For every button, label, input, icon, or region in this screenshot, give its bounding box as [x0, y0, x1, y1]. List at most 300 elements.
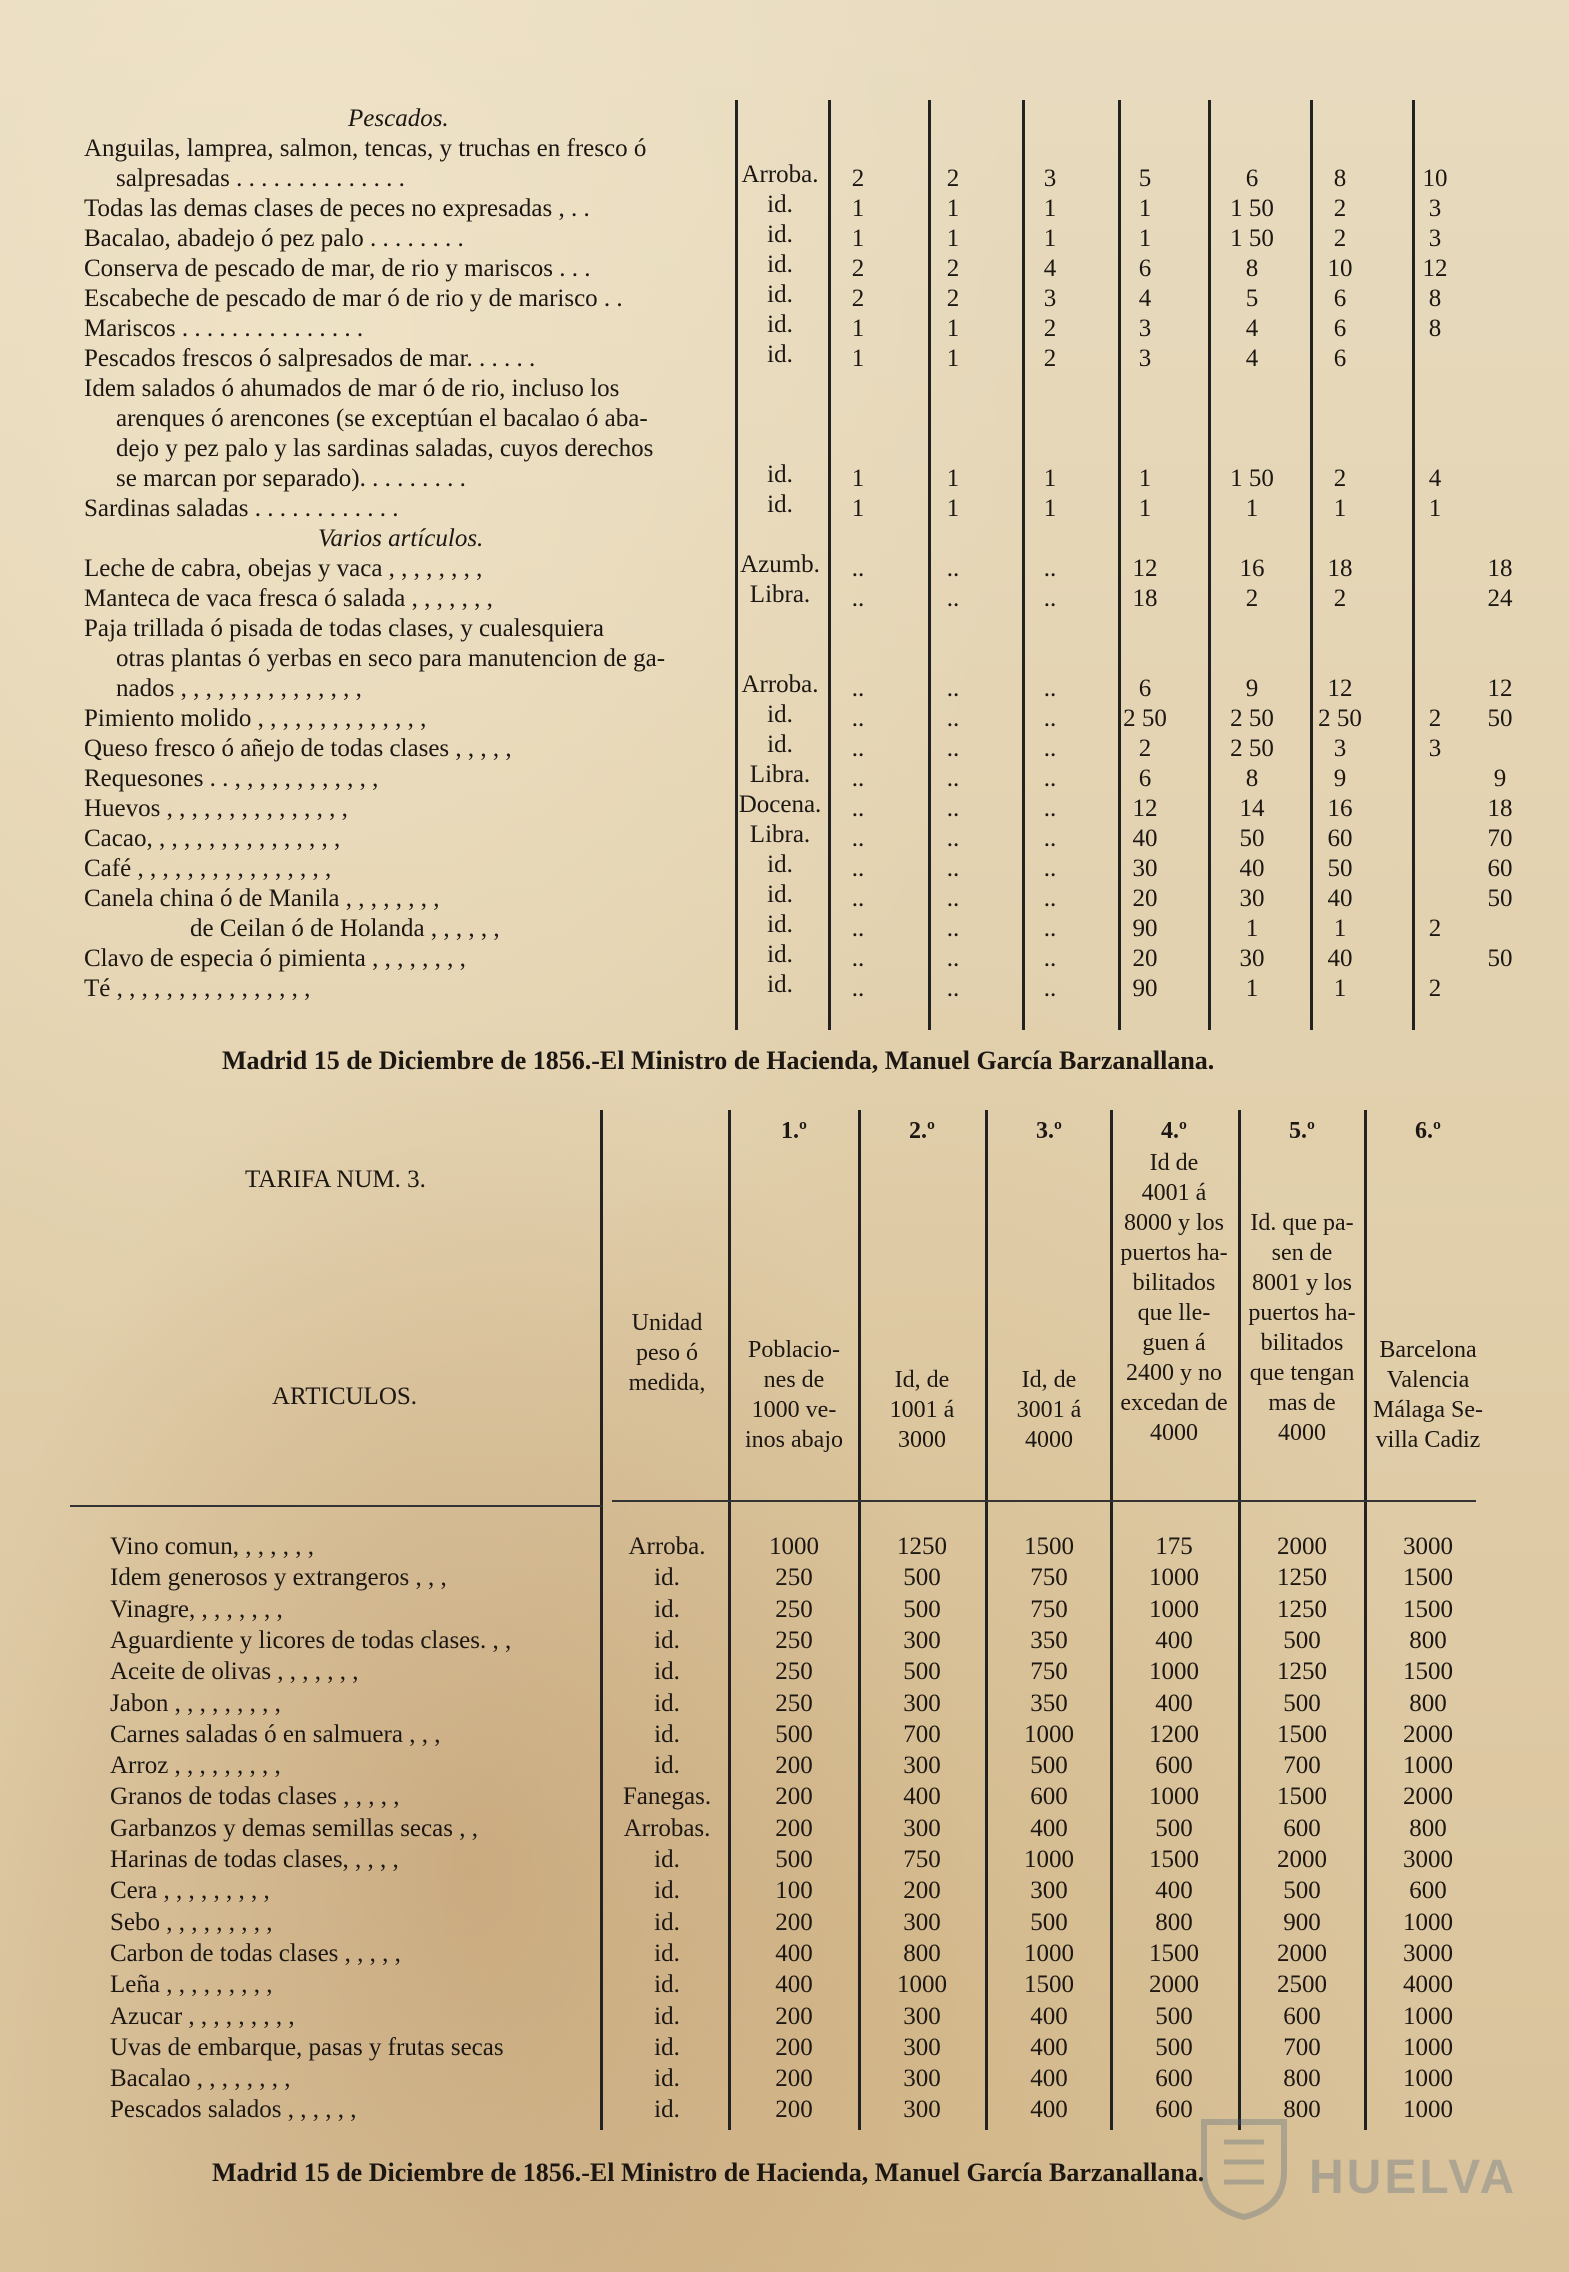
item-unit: Libra. [749, 581, 811, 608]
tariff-value: 6 [1333, 285, 1347, 312]
tariff-value: 3 [1138, 315, 1152, 342]
tariff-value: 1 50 [1230, 225, 1274, 252]
table-3-footer: Madrid 15 de Diciembre de 1856.-El Ministro de Hacienda, Manuel García Barzanallana. [212, 2158, 1205, 2187]
tariff-value: 4 [1428, 465, 1442, 492]
tariff-value: .. [1043, 855, 1057, 882]
tariff-value: 2 [946, 255, 960, 282]
column-header: Id, de 3001 á 4000 [1016, 1367, 1082, 1453]
table-3-column-rule [600, 1110, 603, 2130]
item-description: Canela china ó de Manila , , , , , , , , [84, 885, 440, 912]
tariff-value: 4 [1043, 255, 1057, 282]
tariff-value: 400 [1155, 1690, 1193, 1717]
article-unit: Fanegas. [622, 1783, 712, 1810]
tariff-value: 24 [1487, 585, 1513, 612]
item-unit: id. [767, 971, 793, 998]
item-description: Queso fresco ó añejo de todas clases , , , , , [84, 735, 512, 762]
tariff-value: 400 [1030, 2003, 1068, 2030]
tariff-value: 300 [903, 1815, 941, 1842]
article-unit: id. [654, 1846, 680, 1873]
table-3-header-rule [70, 1505, 602, 1507]
section-title: Varios artículos. [318, 525, 484, 552]
tariff-value: 2000 [1277, 1940, 1327, 1967]
tariff-value: 250 [775, 1690, 813, 1717]
tariff-value: 1000 [1403, 2003, 1453, 2030]
item-unit: Arroba. [741, 161, 819, 188]
item-description: se marcan por separado). . . . . . . . . [116, 465, 466, 492]
tariff-value: 1 [1245, 915, 1259, 942]
tariff-value: 350 [1030, 1690, 1068, 1717]
tariff-value: 12 [1422, 255, 1448, 282]
tariff-value: 3 [1138, 345, 1152, 372]
table-3-title: TARIFA NUM. 3. [245, 1166, 426, 1193]
tariff-value: 1 [1333, 975, 1347, 1002]
tariff-value: 10 [1327, 255, 1353, 282]
tariff-value: 1 [851, 195, 865, 222]
tariff-value: 50 [1327, 855, 1353, 882]
column-header: Id. que pa- sen de 8001 y los puertos ha- bilitados que tengan mas de 4000 [1248, 1210, 1356, 1446]
item-description: Sardinas saladas . . . . . . . . . . . . [84, 495, 399, 522]
tariff-value: 3000 [1403, 1940, 1453, 1967]
tariff-value: .. [1043, 975, 1057, 1002]
tariff-value: 2 [851, 165, 865, 192]
tariff-value: .. [851, 885, 865, 912]
tariff-value: 90 [1132, 915, 1158, 942]
tariff-value: 1 [851, 345, 865, 372]
tariff-value: 18 [1132, 585, 1158, 612]
item-unit: id. [767, 221, 793, 248]
column-number: 1.º [781, 1118, 807, 1144]
tariff-value: 1 [1043, 225, 1057, 252]
tariff-value: .. [946, 585, 960, 612]
article-name: Aceite de olivas , , , , , , , [110, 1658, 359, 1685]
tariff-value: 1500 [1403, 1564, 1453, 1591]
tariff-value: 200 [775, 2034, 813, 2061]
tariff-value: 1000 [1403, 2065, 1453, 2092]
archive-stamp [1189, 2102, 1518, 2232]
tariff-value: 6 [1138, 255, 1152, 282]
tariff-value: 800 [903, 1940, 941, 1967]
tariff-value: 350 [1030, 1627, 1068, 1654]
tariff-value: 4 [1138, 285, 1152, 312]
tariff-value: .. [1043, 915, 1057, 942]
tariff-value: 2 [946, 285, 960, 312]
tariff-value: 500 [1155, 2003, 1193, 2030]
tariff-value: 200 [903, 1877, 941, 1904]
tariff-value: 2 [1333, 465, 1347, 492]
tariff-value: 1 [946, 345, 960, 372]
tariff-value: 500 [1283, 1877, 1321, 1904]
tariff-value: 2 [1138, 735, 1152, 762]
tariff-value: 3000 [1403, 1533, 1453, 1560]
tariff-value: 1000 [769, 1533, 819, 1560]
tariff-value: 750 [1030, 1564, 1068, 1591]
item-unit: id. [767, 311, 793, 338]
tariff-value: 3000 [1403, 1846, 1453, 1873]
item-description: Mariscos . . . . . . . . . . . . . . . [84, 315, 364, 342]
item-description: Cacao, , , , , , , , , , , , , , , , [84, 825, 341, 852]
unit-header: Unidad peso ó medida, [628, 1310, 706, 1396]
tariff-value: 300 [903, 1627, 941, 1654]
tariff-value: 300 [1030, 1877, 1068, 1904]
tariff-value: 16 [1327, 795, 1353, 822]
article-unit: id. [654, 1721, 680, 1748]
article-unit: id. [654, 1971, 680, 1998]
column-number: 3.º [1036, 1118, 1062, 1144]
tariff-value: 250 [775, 1596, 813, 1623]
tariff-value: 500 [1030, 1909, 1068, 1936]
tariff-value: 700 [1283, 1752, 1321, 1779]
item-description: arenques ó arencones (se exceptúan el bacalao ó aba- [116, 405, 648, 432]
article-name: Arroz , , , , , , , , , [110, 1752, 281, 1779]
tariff-value: .. [851, 915, 865, 942]
article-unit: id. [654, 1690, 680, 1717]
item-unit: id. [767, 281, 793, 308]
tariff-value: .. [946, 675, 960, 702]
tariff-value: 800 [1283, 2096, 1321, 2123]
tariff-value: 300 [903, 1909, 941, 1936]
tariff-value: 400 [903, 1783, 941, 1810]
tariff-value: 200 [775, 1783, 813, 1810]
tariff-value: 12 [1132, 795, 1158, 822]
article-unit: Arrobas. [623, 1815, 711, 1842]
tariff-value: 50 [1487, 945, 1513, 972]
table-1-column-rule [1208, 100, 1211, 1030]
tariff-value: 500 [1030, 1752, 1068, 1779]
tariff-value: 1500 [1403, 1658, 1453, 1685]
article-unit: id. [654, 1658, 680, 1685]
tariff-value: 14 [1239, 795, 1265, 822]
tariff-value: 250 [775, 1658, 813, 1685]
article-name: Carbon de todas clases , , , , , [110, 1940, 401, 1967]
tariff-value: 1500 [1149, 1846, 1199, 1873]
item-description: Pimiento molido , , , , , , , , , , , , , , [84, 705, 427, 732]
tariff-value: 1 [1138, 225, 1152, 252]
tariff-value: 600 [1283, 2003, 1321, 2030]
tariff-value: 12 [1327, 675, 1353, 702]
article-unit: id. [654, 2096, 680, 2123]
tariff-value: 1 50 [1230, 195, 1274, 222]
item-description: Leche de cabra, obejas y vaca , , , , , , , , [84, 555, 483, 582]
tariff-value: 8 [1245, 255, 1259, 282]
tariff-value: .. [946, 885, 960, 912]
tariff-value: 2 [1043, 345, 1057, 372]
item-unit: Docena. [738, 791, 822, 818]
table-3-column-rule [858, 1110, 861, 2130]
tariff-value: 600 [1155, 2065, 1193, 2092]
tariff-value: .. [851, 675, 865, 702]
item-description: otras plantas ó yerbas en seco para manutencion de ga- [116, 645, 666, 672]
tariff-value: .. [946, 555, 960, 582]
tariff-value: 600 [1155, 2096, 1193, 2123]
tariff-value: 500 [1155, 1815, 1193, 1842]
tariff-value: 250 [775, 1627, 813, 1654]
tariff-value: .. [851, 585, 865, 612]
tariff-value: 500 [775, 1721, 813, 1748]
tariff-value: 1000 [1403, 1909, 1453, 1936]
article-name: Carnes saladas ó en salmuera , , , [110, 1721, 441, 1748]
item-description: Huevos , , , , , , , , , , , , , , , [84, 795, 348, 822]
tariff-value: .. [851, 825, 865, 852]
column-header: Poblacio- nes de 1000 ve- inos abajo [745, 1337, 843, 1453]
tariff-value: 3 [1043, 285, 1057, 312]
tariff-value: .. [1043, 555, 1057, 582]
tariff-value: .. [946, 735, 960, 762]
table-3-column-rule [985, 1110, 988, 2130]
tariff-value: 200 [775, 2065, 813, 2092]
tariff-value: 100 [775, 1877, 813, 1904]
article-unit: id. [654, 1752, 680, 1779]
tariff-value: 1 [1333, 495, 1347, 522]
tariff-value: 8 [1428, 285, 1442, 312]
tariff-value: 1500 [1403, 1596, 1453, 1623]
tariff-value: 1000 [1024, 1846, 1074, 1873]
tariff-value: 500 [1283, 1627, 1321, 1654]
tariff-value: 300 [903, 2096, 941, 2123]
item-unit: Arroba. [741, 671, 819, 698]
tariff-value: 60 [1487, 855, 1513, 882]
item-description: Pescados frescos ó salpresados de mar. . . . . . [84, 345, 536, 372]
tariff-value: 750 [1030, 1596, 1068, 1623]
article-name: Uvas de embarque, pasas y frutas secas [110, 2034, 504, 2061]
item-description: Manteca de vaca fresca ó salada , , , , , , , [84, 585, 493, 612]
item-description: Anguilas, lamprea, salmon, tencas, y truchas en fresco ó [84, 135, 647, 162]
item-unit: id. [767, 341, 793, 368]
item-description: salpresadas . . . . . . . . . . . . . . [116, 165, 405, 192]
tariff-value: 1000 [1149, 1658, 1199, 1685]
article-unit: id. [654, 2034, 680, 2061]
tariff-value: 1000 [897, 1971, 947, 1998]
tariff-value: .. [1043, 825, 1057, 852]
tariff-value: 2 [1333, 225, 1347, 252]
tariff-value: 1500 [1277, 1783, 1327, 1810]
tariff-value: 6 [1138, 675, 1152, 702]
tariff-value: 18 [1327, 555, 1353, 582]
tariff-value: 1 [1043, 195, 1057, 222]
tariff-value: 1 [1138, 465, 1152, 492]
tariff-value: 5 [1245, 285, 1259, 312]
tariff-value: 1 [946, 225, 960, 252]
article-unit: id. [654, 1596, 680, 1623]
tariff-value: 1 [851, 315, 865, 342]
tariff-value: 5 [1138, 165, 1152, 192]
tariff-value: .. [851, 735, 865, 762]
tariff-value: 1500 [1024, 1533, 1074, 1560]
tariff-value: 3 [1428, 225, 1442, 252]
tariff-value: 400 [1030, 2034, 1068, 2061]
tariff-value: 1 [1138, 195, 1152, 222]
tariff-value: 2 [1043, 315, 1057, 342]
tariff-value: 3 [1043, 165, 1057, 192]
tariff-value: 2000 [1277, 1846, 1327, 1873]
item-description: de Ceilan ó de Holanda , , , , , , [190, 915, 500, 942]
tariff-value: 2 50 [1230, 735, 1274, 762]
tariff-value: 1250 [1277, 1658, 1327, 1685]
tariff-value: 18 [1487, 795, 1513, 822]
article-name: Garbanzos y demas semillas secas , , [110, 1815, 478, 1842]
tariff-value: .. [1043, 945, 1057, 972]
tariff-value: 1000 [1024, 1721, 1074, 1748]
tariff-value: 500 [775, 1846, 813, 1873]
tariff-value: 1000 [1149, 1783, 1199, 1810]
tariff-value: .. [851, 705, 865, 732]
tariff-value: .. [946, 705, 960, 732]
tariff-value: 2 [1428, 975, 1442, 1002]
table-3-column-rule [728, 1110, 731, 2130]
column-number: 4.º [1161, 1118, 1187, 1144]
tariff-value: 500 [903, 1658, 941, 1685]
article-name: Aguardiente y licores de todas clases. , , [110, 1627, 512, 1654]
tariff-value: .. [946, 915, 960, 942]
item-unit: id. [767, 941, 793, 968]
tariff-value: 1500 [1149, 1940, 1199, 1967]
tariff-value: 300 [903, 1752, 941, 1779]
tariff-value: 1250 [1277, 1564, 1327, 1591]
item-unit: id. [767, 701, 793, 728]
tariff-value: .. [946, 765, 960, 792]
tariff-value: 50 [1239, 825, 1265, 852]
article-name: Vinagre, , , , , , , , [110, 1596, 283, 1623]
tariff-value: 1 [946, 195, 960, 222]
tariff-value: 8 [1428, 315, 1442, 342]
tariff-value: 1250 [1277, 1596, 1327, 1623]
tariff-value: 50 [1487, 885, 1513, 912]
tariff-value: 600 [1409, 1877, 1447, 1904]
tariff-value: 800 [1283, 2065, 1321, 2092]
tariff-value: 16 [1239, 555, 1265, 582]
tariff-value: 1000 [1403, 1752, 1453, 1779]
tariff-value: 60 [1327, 825, 1353, 852]
tariff-value: .. [1043, 735, 1057, 762]
column-header: Id de 4001 á 8000 y los puertos ha- bilitados que lle- guen á 2400 y no excedan de 4000 [1120, 1150, 1228, 1446]
stamp-text: HUELVA [1309, 2151, 1518, 2204]
tariff-value: 800 [1155, 1909, 1193, 1936]
column-number: 5.º [1289, 1118, 1315, 1144]
tariff-value: .. [851, 855, 865, 882]
item-description: Bacalao, abadejo ó pez palo . . . . . . . . [84, 225, 464, 252]
item-description: Conserva de pescado de mar, de rio y mariscos . . . [84, 255, 591, 282]
tariff-value: 30 [1132, 855, 1158, 882]
tariff-value: 2 [1428, 915, 1442, 942]
tariff-value: 1000 [1149, 1564, 1199, 1591]
tariff-value: 200 [775, 2096, 813, 2123]
tariff-value: 30 [1239, 885, 1265, 912]
article-name: Sebo , , , , , , , , , [110, 1909, 273, 1936]
article-unit: id. [654, 1877, 680, 1904]
column-number: 6.º [1415, 1118, 1441, 1144]
tariff-value: 40 [1132, 825, 1158, 852]
tariff-value: 3 [1428, 735, 1442, 762]
article-name: Cera , , , , , , , , , [110, 1877, 270, 1904]
tariff-value: 6 [1333, 345, 1347, 372]
tariff-value: .. [1043, 705, 1057, 732]
tariff-value: 1 [1043, 465, 1057, 492]
article-name: Leña , , , , , , , , , [110, 1971, 273, 1998]
item-unit: id. [767, 491, 793, 518]
tariff-value: .. [851, 555, 865, 582]
tariff-value: 200 [775, 2003, 813, 2030]
tariff-value: 600 [1283, 1815, 1321, 1842]
tariff-value: 4 [1245, 315, 1259, 342]
tariff-value: 400 [1030, 1815, 1068, 1842]
tariff-value: 500 [1155, 2034, 1193, 2061]
tariff-value: .. [1043, 765, 1057, 792]
tariff-value: 20 [1132, 945, 1158, 972]
tariff-value: 500 [1283, 1690, 1321, 1717]
article-name: Vino comun, , , , , , , [110, 1533, 315, 1560]
item-description: Té , , , , , , , , , , , , , , , , [84, 975, 311, 1002]
tariff-value: 2 [851, 255, 865, 282]
article-unit: id. [654, 2065, 680, 2092]
tariff-value: 50 [1487, 705, 1513, 732]
tariff-value: 800 [1409, 1690, 1447, 1717]
tariff-value: 300 [903, 2065, 941, 2092]
tariff-value: 3 [1333, 735, 1347, 762]
tariff-value: 1 [851, 495, 865, 522]
tariff-value: 12 [1132, 555, 1158, 582]
tariff-value: 1250 [897, 1533, 947, 1560]
tariff-value: 800 [1409, 1815, 1447, 1842]
tariff-value: 6 [1333, 315, 1347, 342]
item-unit: Libra. [749, 761, 811, 788]
tariff-value: 2 50 [1230, 705, 1274, 732]
table-3-column-rule [1364, 1110, 1367, 2130]
tariff-value: 8 [1333, 165, 1347, 192]
tariff-value: 1 [1138, 495, 1152, 522]
tariff-value: 20 [1132, 885, 1158, 912]
tariff-value: 300 [903, 2003, 941, 2030]
table-3-header-rule [612, 1500, 746, 1502]
tariff-value: 2 [1333, 585, 1347, 612]
tariff-value: 700 [903, 1721, 941, 1748]
tariff-value: 300 [903, 1690, 941, 1717]
item-unit: id. [767, 191, 793, 218]
tariff-value: 4 [1245, 345, 1259, 372]
tariff-value: 18 [1487, 555, 1513, 582]
tariff-value: 300 [903, 2034, 941, 2061]
section-title: Pescados. [348, 105, 449, 132]
tariff-value: 200 [775, 1909, 813, 1936]
article-unit: id. [654, 1564, 680, 1591]
tariff-value: 10 [1422, 165, 1448, 192]
tariff-value: 1 [946, 465, 960, 492]
tariff-value: 200 [775, 1752, 813, 1779]
tariff-value: 1 [946, 495, 960, 522]
item-unit: Libra. [749, 821, 811, 848]
tariff-value: 6 [1245, 165, 1259, 192]
tariff-value: 1 [1428, 495, 1442, 522]
article-name: Harinas de todas clases, , , , , [110, 1846, 399, 1873]
article-unit: id. [654, 1627, 680, 1654]
tariff-value: 1 [1333, 915, 1347, 942]
tariff-value: 9 [1245, 675, 1259, 702]
article-name: Pescados salados , , , , , , [110, 2096, 357, 2123]
article-unit: id. [654, 1909, 680, 1936]
tariff-value: 2500 [1277, 1971, 1327, 1998]
table-3-header-rule [736, 1500, 1476, 1502]
item-unit: id. [767, 851, 793, 878]
tariff-value: 1 50 [1230, 465, 1274, 492]
tariff-value: 2 50 [1318, 705, 1362, 732]
item-description: Escabeche de pescado de mar ó de rio y de marisco . . [84, 285, 623, 312]
shield-icon [1189, 2112, 1299, 2222]
tariff-value: 1 [1245, 975, 1259, 1002]
tariff-value: 1 [851, 465, 865, 492]
tariff-value: 500 [903, 1596, 941, 1623]
tariff-value: 3 [1428, 195, 1442, 222]
tariff-value: 2000 [1403, 1783, 1453, 1810]
tariff-value: 2000 [1403, 1721, 1453, 1748]
column-header: Id, de 1001 á 3000 [889, 1367, 955, 1453]
